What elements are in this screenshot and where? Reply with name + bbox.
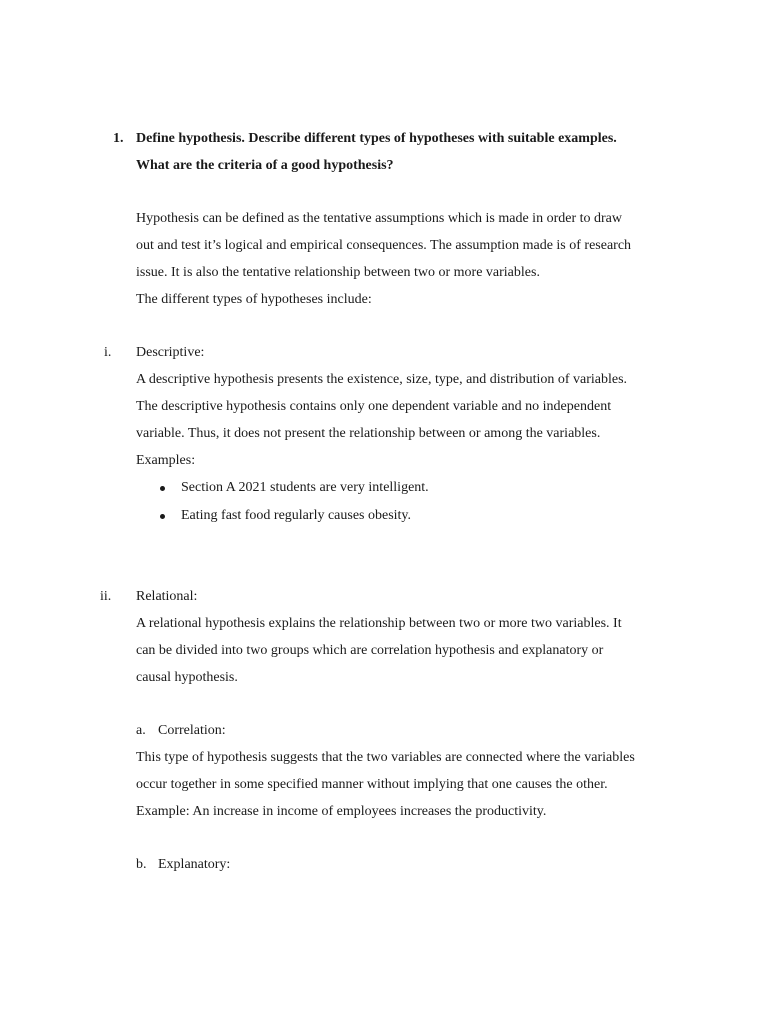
correlation-heading: Correlation: <box>158 723 226 738</box>
relational-line-3: causal hypothesis. <box>136 670 238 685</box>
relational-line-2: can be divided into two groups which are correlation hypothesis and explanatory or <box>136 643 604 658</box>
descriptive-line-2: The descriptive hypothesis contains only one dependent variable and no independent <box>136 399 612 414</box>
relational-marker: ii. <box>100 589 112 604</box>
relational-heading: Relational: <box>136 589 198 604</box>
explanatory-marker: b. <box>136 857 147 872</box>
question-line-2: What are the criteria of a good hypothesis? <box>136 158 394 173</box>
correlation-line-2: occur together in some specified manner without implying that one causes the other. <box>136 777 608 792</box>
bullet-dot-icon <box>160 486 165 491</box>
bullet-item-2: Eating fast food regularly causes obesity. <box>181 508 412 523</box>
bullet-item-1: Section A 2021 students are very intelligent. <box>181 480 429 495</box>
question-line-1: Define hypothesis. Describe different types of hypotheses with suitable examples. <box>136 131 617 146</box>
bullet-dot-icon <box>160 514 165 519</box>
explanatory-heading: Explanatory: <box>158 857 231 872</box>
correlation-marker: a. <box>136 723 146 738</box>
correlation-line-3: Example: An increase in income of employees increases the productivity. <box>136 804 547 819</box>
question-number: 1. <box>113 131 124 146</box>
descriptive-line-3: variable. Thus, it does not present the relationship between or among the variables. <box>136 426 601 441</box>
descriptive-marker: i. <box>104 345 112 360</box>
relational-line-1: A relational hypothesis explains the relationship between two or more two variables. It <box>136 616 622 631</box>
descriptive-line-1: A descriptive hypothesis presents the existence, size, type, and distribution of variables. <box>136 372 628 387</box>
intro-line-1: Hypothesis can be defined as the tentative assumptions which is made in order to draw <box>136 211 622 226</box>
examples-label: Examples: <box>136 453 196 468</box>
descriptive-heading: Descriptive: <box>136 345 205 360</box>
correlation-line-1: This type of hypothesis suggests that the two variables are connected where the variables <box>136 750 635 765</box>
intro-line-3: issue. It is also the tentative relationship between two or more variables. <box>136 265 540 280</box>
intro-line-2: out and test it’s logical and empirical consequences. The assumption made is of research <box>136 238 632 253</box>
intro-line-4: The different types of hypotheses include: <box>136 292 372 307</box>
